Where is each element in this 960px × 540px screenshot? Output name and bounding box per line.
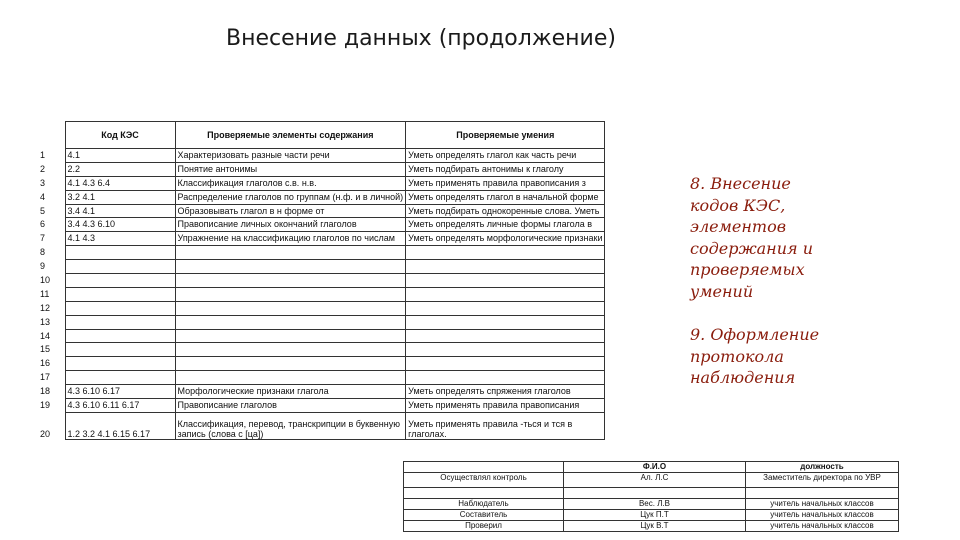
protocol-name: Вес. Л.В (564, 499, 746, 510)
table-row (38, 232, 605, 246)
table-row (38, 315, 605, 329)
content-cell: Образовывать глагол в н форме от (175, 204, 406, 218)
skill-cell (406, 246, 605, 260)
skill-cell (406, 287, 605, 301)
content-cell (175, 315, 406, 329)
skill-cell: Уметь применять правила правописания (406, 399, 605, 413)
protocol-position: Заместитель директора по УВР (746, 473, 899, 488)
table-row (38, 190, 605, 204)
table-row (38, 162, 605, 176)
skill-cell (406, 301, 605, 315)
table-row (38, 371, 605, 385)
observation-protocol-table (403, 461, 899, 532)
table-row (38, 176, 605, 190)
skill-cell: Уметь определять морфологические признаки (406, 232, 605, 246)
skill-cell: Уметь применять правила -ться и тся в глаголах. (406, 412, 605, 439)
row-number: 20 (40, 429, 51, 440)
row-number: 12 (40, 302, 51, 313)
protocol-position (746, 488, 899, 499)
row-number: 10 (40, 274, 51, 285)
table-row (38, 399, 605, 413)
row-number: 6 (40, 219, 46, 230)
content-cell: Правописание личных окончаний глаголов (175, 218, 406, 232)
row-number: 8 (40, 247, 46, 258)
kes-code-cell (65, 260, 175, 274)
header-num (38, 122, 65, 149)
row-number: 14 (40, 330, 51, 341)
skill-cell: Уметь подбирать однокоренные слова. Уметь (406, 204, 605, 218)
kes-code-cell: 4.1 4.3 (65, 232, 175, 246)
content-cell: Упражнение на классификацию глаголов по числам (175, 232, 406, 246)
row-number: 7 (40, 233, 46, 244)
table-row (38, 329, 605, 343)
protocol-position: учитель начальных классов (746, 499, 899, 510)
skill-cell: Уметь применять правила правописания з (406, 176, 605, 190)
row-number: 9 (40, 261, 46, 272)
protocol-position: учитель начальных классов (746, 510, 899, 521)
skill-cell (406, 357, 605, 371)
kes-code-cell: 1.2 3.2 4.1 6.15 6.17 (65, 412, 175, 439)
protocol-row (404, 488, 899, 499)
content-cell (175, 301, 406, 315)
skill-cell (406, 329, 605, 343)
skill-cell: Уметь определять глагол в начальной форме (406, 190, 605, 204)
table-row (38, 301, 605, 315)
kes-code-cell (65, 357, 175, 371)
table-row (38, 357, 605, 371)
header-content: Проверяемые элементы содержания (175, 122, 406, 149)
protocol-name: Ал. Л.С (564, 473, 746, 488)
kes-code-cell: 4.3 6.10 6.17 (65, 385, 175, 399)
table-header-row (38, 122, 605, 149)
content-cell (175, 343, 406, 357)
kes-code-cell (65, 371, 175, 385)
row-number: 1 (40, 149, 46, 160)
table-row (38, 287, 605, 301)
table-row (38, 246, 605, 260)
content-cell (175, 260, 406, 274)
header-kes: Код КЭС (65, 122, 175, 149)
content-cell: Характеризовать разные части речи (175, 149, 406, 163)
content-cell: Правописание глаголов (175, 399, 406, 413)
kes-code-cell: 3.4 4.1 (65, 204, 175, 218)
content-cell (175, 371, 406, 385)
protocol-role: Осуществлял контроль (404, 473, 564, 488)
protocol-role: Проверил (404, 521, 564, 532)
content-cell: Классификация глаголов с.в. н.в. (175, 176, 406, 190)
table-row (38, 385, 605, 399)
content-cell (175, 287, 406, 301)
protocol-name: Цук П.Т (564, 510, 746, 521)
protocol-row (404, 521, 899, 532)
table-row (38, 218, 605, 232)
skill-cell: Уметь подбирать антонимы к глаголу (406, 162, 605, 176)
protocol-row (404, 499, 899, 510)
protocol-header-row (404, 462, 899, 473)
kes-code-cell: 4.1 4.3 6.4 (65, 176, 175, 190)
kes-code-cell: 3.2 4.1 (65, 190, 175, 204)
content-cell (175, 246, 406, 260)
row-number: 4 (40, 191, 46, 202)
content-cell (175, 357, 406, 371)
kes-code-cell: 3.4 4.3 6.10 (65, 218, 175, 232)
row-number: 2 (40, 163, 46, 174)
page-title: Внесение данных (продолжение) (226, 26, 616, 51)
kes-code-cell (65, 329, 175, 343)
content-cell: Морфологические признаки глагола (175, 385, 406, 399)
table-row (38, 274, 605, 288)
kes-code-cell (65, 287, 175, 301)
content-cell (175, 274, 406, 288)
skill-cell (406, 315, 605, 329)
protocol-role: Составитель (404, 510, 564, 521)
protocol-header-role (404, 462, 564, 473)
row-number: 16 (40, 358, 51, 369)
row-number: 5 (40, 205, 46, 216)
protocol-row (404, 473, 899, 488)
protocol-role (404, 488, 564, 499)
kes-code-cell: 4.3 6.10 6.11 6.17 (65, 399, 175, 413)
skill-cell (406, 371, 605, 385)
skill-cell (406, 260, 605, 274)
kes-code-cell (65, 301, 175, 315)
protocol-name: Цук В.Т (564, 521, 746, 532)
protocol-name (564, 488, 746, 499)
table-row (38, 149, 605, 163)
content-cell: Распределение глаголов по группам (н.ф. и в личной) (175, 190, 406, 204)
note-step-9: 9. Оформление протокола наблюдения (690, 325, 820, 387)
skill-cell: Уметь определять глагол как часть речи (406, 149, 605, 163)
kes-code-cell (65, 246, 175, 260)
protocol-role: Наблюдатель (404, 499, 564, 510)
header-skills: Проверяемые умения (406, 122, 605, 149)
kes-table (38, 121, 605, 440)
protocol-row (404, 510, 899, 521)
row-number: 19 (40, 399, 51, 410)
row-number: 17 (40, 372, 51, 383)
kes-code-cell (65, 315, 175, 329)
protocol-header-position: должность (746, 462, 899, 473)
content-cell: Понятие антонимы (175, 162, 406, 176)
row-number: 18 (40, 386, 51, 397)
skill-cell (406, 274, 605, 288)
row-number: 3 (40, 177, 46, 188)
note-step-8: 8. Внесение кодов КЭС, элементов содержания и проверяемых умений (690, 174, 813, 301)
row-number: 15 (40, 344, 51, 355)
content-cell: Классификация, перевод, транскрипции в буквенную запись (слова с [ца]) (175, 412, 406, 439)
kes-code-cell: 4.1 (65, 149, 175, 163)
skill-cell (406, 343, 605, 357)
row-number: 13 (40, 316, 51, 327)
table-row (38, 204, 605, 218)
skill-cell: Уметь определять личные формы глагола в (406, 218, 605, 232)
table-row (38, 412, 605, 439)
kes-code-cell (65, 343, 175, 357)
protocol-header-name: Ф.И.О (564, 462, 746, 473)
skill-cell: Уметь определять спряжения глаголов (406, 385, 605, 399)
kes-code-cell (65, 274, 175, 288)
row-number: 11 (40, 288, 50, 299)
table-row (38, 343, 605, 357)
protocol-position: учитель начальных классов (746, 521, 899, 532)
kes-code-cell: 2.2 (65, 162, 175, 176)
content-cell (175, 329, 406, 343)
table-row (38, 260, 605, 274)
